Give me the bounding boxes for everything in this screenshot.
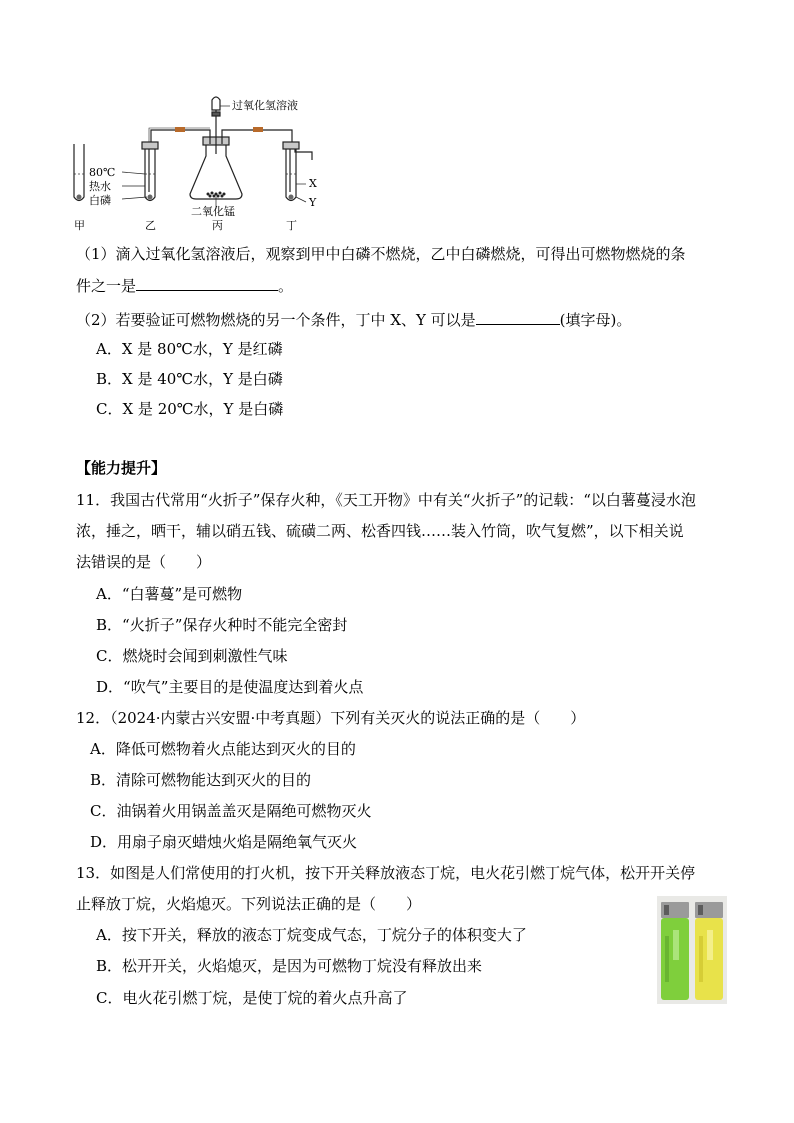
green-lighter — [661, 902, 689, 1000]
test-tube-jia — [74, 144, 84, 201]
yellow-lighter — [695, 902, 723, 1000]
tube-name-jia: 甲 — [74, 219, 85, 232]
temperature-label: 80℃ — [89, 166, 116, 179]
x-label: X — [309, 177, 317, 190]
q11-stem-line-1: 11．我国古代常用“火折子”保存火种，《天工开物》中有关“火折子”的记载：“以白薯蔓浸水泡 — [76, 491, 696, 509]
stopper-yi — [142, 142, 158, 149]
q12-option-a: A．降低可燃物着火点能达到灭火的目的 — [90, 740, 356, 758]
dropping-funnel — [212, 97, 220, 110]
q1-continuation: 件之一是 — [76, 277, 137, 295]
hot-water-label: 热水 — [89, 180, 111, 193]
q11-stem-line-3: 法错误的是（ ） — [76, 553, 212, 571]
q11-option-c: C．燃烧时会闻到刺激性气味 — [96, 647, 288, 665]
q2-prefix: （2）若要验证可燃物燃烧的另一个条件，丁中 X、Y 可以是 — [76, 311, 476, 329]
stopper-ding — [283, 142, 299, 149]
q1-text — [76, 244, 686, 264]
white-phosphorus-label: 白磷 — [89, 194, 111, 207]
lighters-image — [657, 896, 727, 1004]
catalyst-label: 二氧化锰 — [191, 205, 235, 218]
q12-option-c: C．油锅着火用锅盖盖灭是隔绝可燃物灭火 — [90, 802, 372, 820]
q12-stem: 12．（2024·内蒙古兴安盟·中考真题）下列有关灭火的说法正确的是（ ） — [76, 709, 586, 727]
substance-y-ding — [289, 195, 294, 200]
q2-option-c: C．X 是 20℃水，Y 是白磷 — [96, 400, 284, 418]
q11-option-b: B．“火折子”保存火种时不能完全密封 — [96, 616, 348, 634]
q11-option-d: D．“吹气”主要目的是使温度达到着火点 — [96, 678, 364, 696]
q11-stem-line-2: 浓，捶之，晒干，辅以硝五钱、硫磺二两、松香四钱……装入竹筒，吹气复燃”，以下相关说 — [76, 522, 684, 540]
q12-option-d: D．用扇子扇灭蜡烛火焰是隔绝氧气灭火 — [90, 833, 358, 851]
manganese-dioxide-powder — [207, 192, 226, 198]
tube-name-yi: 乙 — [145, 219, 156, 232]
q2-option-b: B．X 是 40℃水，Y 是白磷 — [96, 370, 283, 388]
y-label: Y — [309, 196, 317, 209]
q1-answer-blank[interactable] — [136, 275, 278, 291]
section-title: 【能力提升】 — [76, 459, 167, 477]
q13-stem-line-1: 13．如图是人们常使用的打火机，按下开关释放液态丁烷，电火花引燃丁烷气体，松开开关停 — [76, 864, 696, 882]
q2-text — [76, 309, 631, 330]
q2-end: (填字母)。 — [559, 311, 632, 329]
q13-option-c: C．电火花引燃丁烷，是使丁烷的着火点升高了 — [96, 989, 408, 1007]
q13-stem-line-2: 止释放丁烷，火焰熄灭。下列说法正确的是（ ） — [76, 895, 422, 913]
q1-end: 。 — [278, 277, 294, 295]
q13-option-a: A．按下开关，释放的液态丁烷变成气态，丁烷分子的体积变大了 — [96, 926, 527, 944]
q12-option-b: B．清除可燃物能达到灭火的目的 — [90, 771, 312, 789]
rubber-joint — [253, 127, 263, 132]
q11-option-a: A．“白薯蔓”是可燃物 — [96, 585, 243, 603]
rubber-joint — [175, 127, 185, 132]
reagent-label: 过氧化氢溶液 — [232, 99, 298, 112]
q2-answer-blank[interactable] — [476, 309, 560, 325]
tube-name-bing: 丙 — [212, 219, 223, 232]
white-phosphorus-jia — [77, 195, 82, 200]
q2-option-a: A．X 是 80℃水，Y 是红磷 — [96, 340, 283, 358]
tube-name-ding: 丁 — [286, 219, 297, 232]
white-phosphorus-yi — [148, 195, 153, 200]
q13-option-b: B．松开开关，火焰熄灭，是因为可燃物丁烷没有释放出来 — [96, 957, 483, 975]
q1-prefix: （1）滴入过氧化氢溶液后，观察到甲中白磷不燃烧，乙中白磷燃烧，可得出可燃物燃烧的条 — [76, 245, 686, 263]
q1-answer-line — [76, 275, 293, 296]
